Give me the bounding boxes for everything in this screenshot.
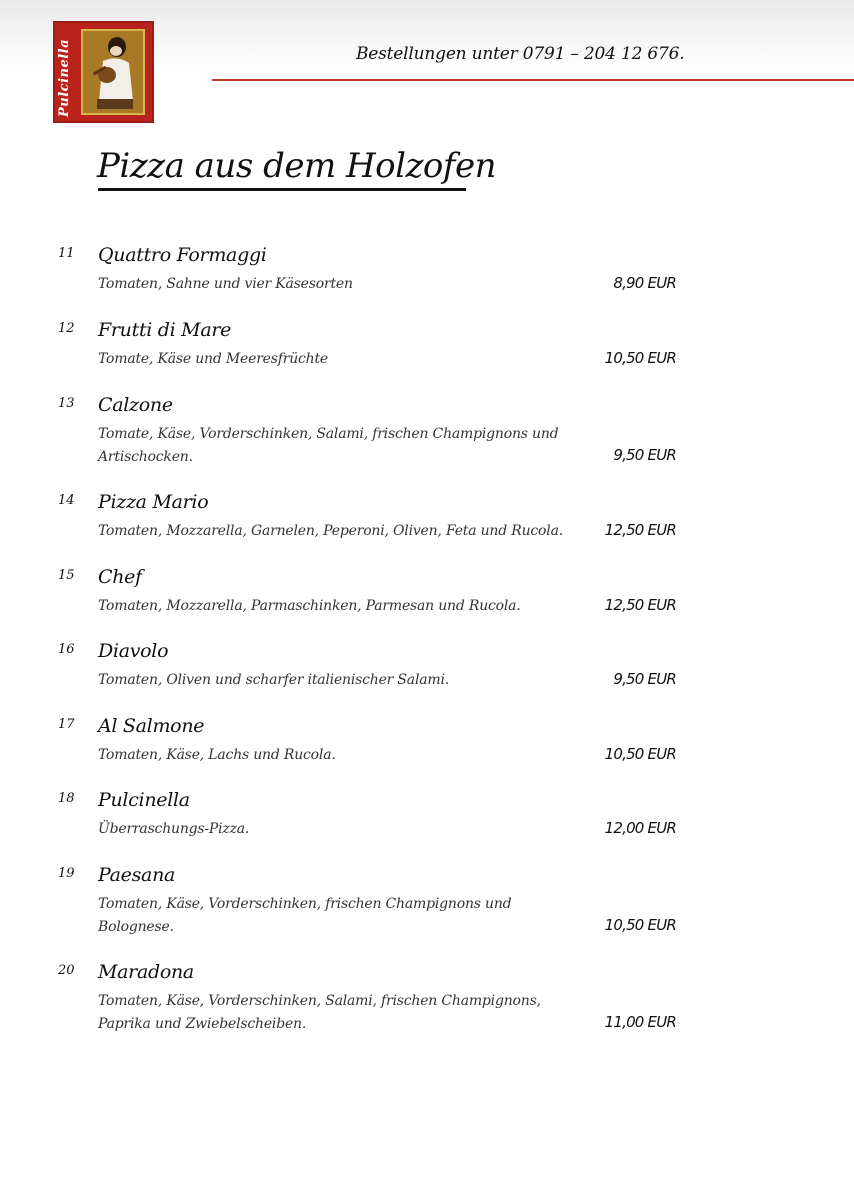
item-name: Chef [98, 566, 142, 588]
item-description: Tomaten, Käse, Vorderschinken, frischen Champignons und Bolognese. [98, 896, 512, 935]
item-description: Tomaten, Mozzarella, Parmaschinken, Parmesan und Rucola. [98, 598, 521, 614]
item-description: Tomate, Käse, Vorderschinken, Salami, frischen Champignons und Artischocken. [98, 426, 559, 465]
item-name: Pulcinella [98, 789, 190, 811]
item-description: Tomaten, Käse, Vorderschinken, Salami, frischen Champignons, Paprika und Zwiebelscheiben. [98, 993, 541, 1032]
item-price: 10,50 EUR [604, 745, 676, 763]
item-description: Überraschungs-Pizza. [98, 821, 250, 837]
item-number: 12 [58, 321, 75, 336]
item-price: 11,00 EUR [604, 1013, 676, 1031]
item-number: 17 [58, 717, 75, 732]
header-divider [212, 79, 854, 81]
item-number: 14 [58, 493, 75, 508]
item-price: 12,50 EUR [604, 596, 676, 614]
item-number: 15 [58, 568, 75, 583]
item-price: 12,50 EUR [604, 521, 676, 539]
item-price: 10,50 EUR [604, 916, 676, 934]
item-name: Pizza Mario [98, 491, 209, 513]
item-price: 9,50 EUR [613, 670, 676, 688]
item-price: 9,50 EUR [613, 446, 676, 464]
item-price: 10,50 EUR [604, 349, 676, 367]
item-name: Calzone [98, 394, 173, 416]
item-description: Tomaten, Sahne und vier Käsesorten [98, 276, 353, 292]
item-number: 18 [58, 791, 75, 806]
item-number: 16 [58, 642, 75, 657]
item-name: Diavolo [98, 640, 169, 662]
item-name: Quattro Formaggi [98, 244, 267, 266]
item-number: 20 [58, 963, 75, 978]
item-name: Maradona [98, 961, 194, 983]
logo-text: Pulcinella [57, 38, 72, 117]
item-name: Frutti di Mare [98, 319, 232, 341]
restaurant-logo [53, 21, 154, 123]
pulcinella-figure-icon [83, 31, 143, 113]
item-description: Tomaten, Käse, Lachs und Rucola. [98, 747, 336, 763]
item-price: 8,90 EUR [613, 274, 676, 292]
item-price: 12,00 EUR [604, 819, 676, 837]
item-number: 11 [58, 246, 75, 261]
item-description: Tomaten, Mozzarella, Garnelen, Peperoni, Oliven, Feta und Rucola. [98, 523, 563, 539]
item-name: Al Salmone [98, 715, 205, 737]
item-description: Tomate, Käse und Meeresfrüchte [98, 351, 329, 367]
logo-picture-frame [81, 29, 145, 115]
item-name: Paesana [98, 864, 176, 886]
title-underline [98, 188, 466, 191]
page-title: Pizza aus dem Holzofen [97, 146, 496, 186]
item-number: 13 [58, 396, 75, 411]
item-number: 19 [58, 866, 75, 881]
item-description: Tomaten, Oliven und scharfer italienischer Salami. [98, 672, 449, 688]
order-phone-line: Bestellungen unter 0791 – 204 12 676. [356, 44, 685, 64]
